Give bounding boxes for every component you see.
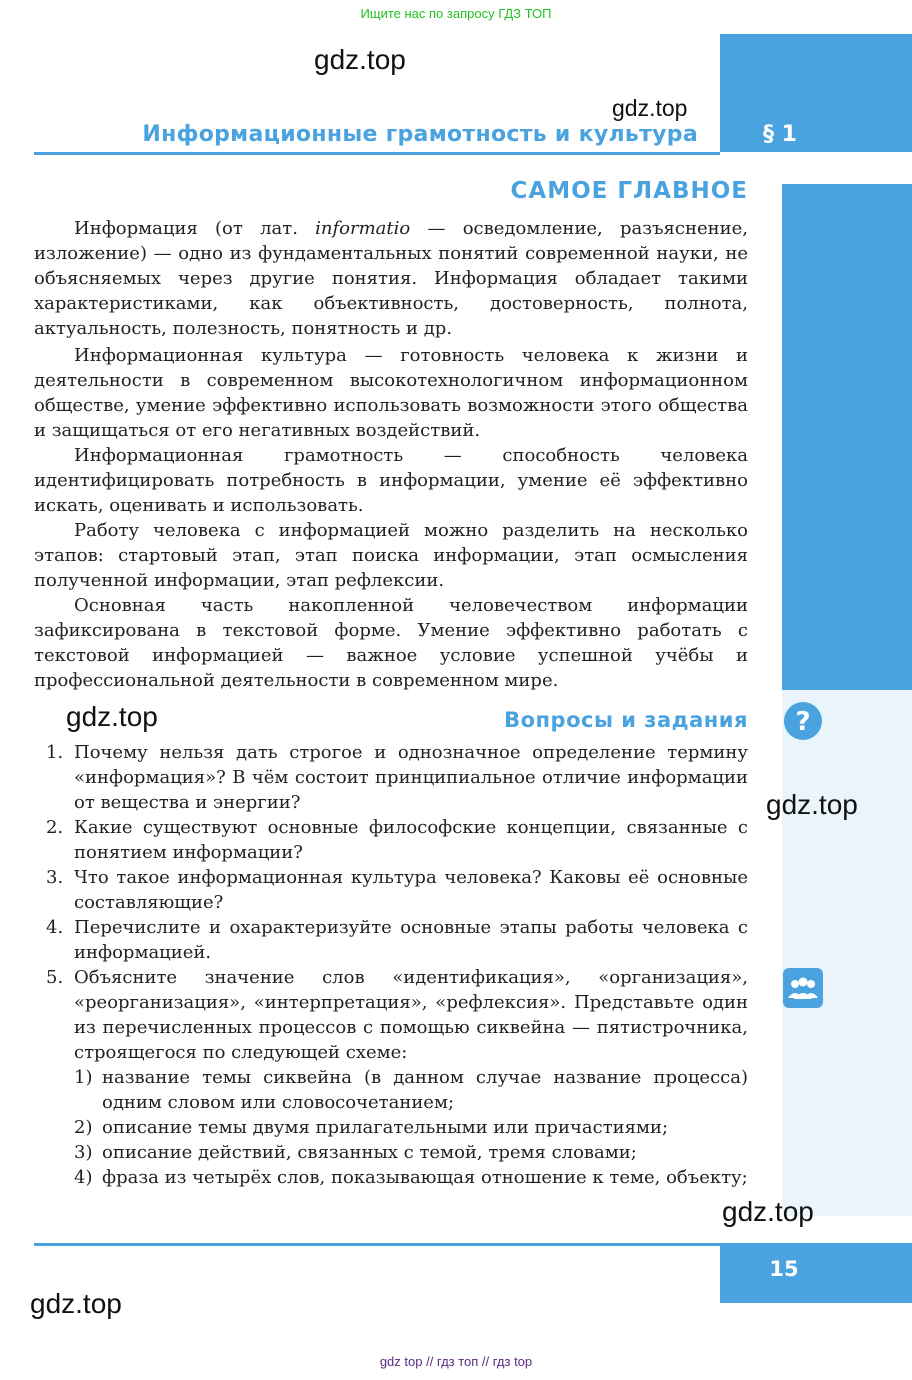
question-number: 4.: [46, 917, 64, 938]
paragraph-info-culture: Информационная культура — готовность человека к жизни и деятельности в современном высокотехнологичном информационном обществе, умение эффективно использовать возможности этого общества и защищаться от его негативных воздействий.: [34, 345, 748, 441]
sub-list-item: [34, 1165, 748, 1190]
question-number: 5.: [46, 967, 64, 988]
svg-text:?: ?: [795, 707, 811, 737]
paragraph-information: [34, 216, 748, 341]
sub-list-item: [34, 1140, 748, 1165]
list-item: [34, 865, 748, 915]
watermark: gdz.top: [766, 789, 858, 820]
sub-item-text: описание действий, связанных с темой, тремя словами;: [102, 1142, 637, 1163]
side-strip-light: [782, 690, 912, 1216]
sub-list-item: [34, 1065, 748, 1115]
page-title: Информационные грамотность и культура: [142, 122, 698, 147]
question-text: Перечислите и охарактеризуйте основные этапы работы человека с информацией.: [74, 917, 748, 963]
sub-item-number: 2): [74, 1117, 93, 1138]
header-divider: [34, 152, 720, 155]
list-item: [34, 915, 748, 965]
page-number: 15: [769, 1257, 799, 1281]
top-banner[interactable]: Ищите нас по запросу ГДЗ ТОП: [360, 6, 552, 21]
main-heading: САМОЕ ГЛАВНОЕ: [510, 178, 748, 204]
list-item: [34, 815, 748, 865]
sub-item-number: 3): [74, 1142, 93, 1163]
list-item: [34, 965, 748, 1065]
footer-divider: [34, 1243, 720, 1246]
sub-item-text: описание темы двумя прилагательными или причастиями;: [102, 1117, 669, 1138]
question-number: 3.: [46, 867, 64, 888]
paragraph-stages: Работу человека с информацией можно разделить на несколько этапов: стартовый этап, этап поиска информации, этап осмысления полученной информации, этап рефлексии.: [34, 520, 748, 591]
sub-item-number: 4): [74, 1167, 93, 1188]
question-text: Объясните значение слов «идентификация», «организация», «реорганизация», «интерпретация», «рефлексия». Представьте один из перечисленных процессов с помощью сиквейна — пятистрочника, строящегося по следующей схеме:: [74, 967, 748, 1063]
question-text: Почему нельзя дать строгое и однозначное определение термину «информация»? В чём состоит принципиальное отличие информации от вещества и энергии?: [74, 742, 748, 813]
questions-list: [34, 740, 748, 1190]
question-text: Что такое информационная культура человека? Каковы её основные составляющие?: [74, 867, 748, 913]
questions-heading: Вопросы и задания: [504, 708, 748, 732]
watermark: gdz.top: [612, 95, 688, 121]
paragraph-text-form: Основная часть накопленной человечеством информации зафиксирована в текстовой форме. Умение эффективно работать с текстовой информацией — важное условие успешной учёбы и профессиональной деятельности в современном мире.: [34, 595, 748, 691]
list-item: [34, 740, 748, 815]
latin-term: informatio: [315, 218, 411, 239]
paragraph-text: — осведомление, разъяснение, изложение) — одно из фундаментальных понятий современной науки, не объясняемых через другие понятия. Информация обладает такими характеристиками, как объективность, достоверность, полнота, актуальность, полезность, понятность и др.: [34, 218, 748, 339]
watermark: gdz.top: [722, 1196, 814, 1227]
paragraph-info-literacy: Информационная грамотность — способность человека идентифицировать потребность в информации, умение её эффективно искать, оценивать и использовать.: [34, 445, 748, 516]
sub-list-item: [34, 1115, 748, 1140]
sub-item-number: 1): [74, 1067, 93, 1088]
question-number: 2.: [46, 817, 64, 838]
sub-item-text: название темы сиквейна (в данном случае название процесса) одним словом или словосочетанием;: [102, 1067, 748, 1113]
watermark: gdz.top: [314, 44, 406, 75]
group-work-icon: [783, 968, 823, 1008]
section-number: § 1: [763, 122, 797, 147]
question-mark-icon: [783, 701, 823, 741]
question-text: Какие существуют основные философские концепции, связанные с понятием информации?: [74, 817, 748, 863]
watermark: gdz.top: [30, 1288, 122, 1319]
question-number: 1.: [46, 742, 64, 763]
watermark: gdz.top: [66, 701, 158, 732]
bottom-banner[interactable]: gdz top // гдз топ // гдз top: [379, 1354, 533, 1369]
paragraph-text: Информация (от лат.: [74, 218, 316, 239]
side-strip: [782, 184, 912, 690]
sub-item-text: фраза из четырёх слов, показывающая отношение к теме, объекту;: [102, 1167, 748, 1188]
